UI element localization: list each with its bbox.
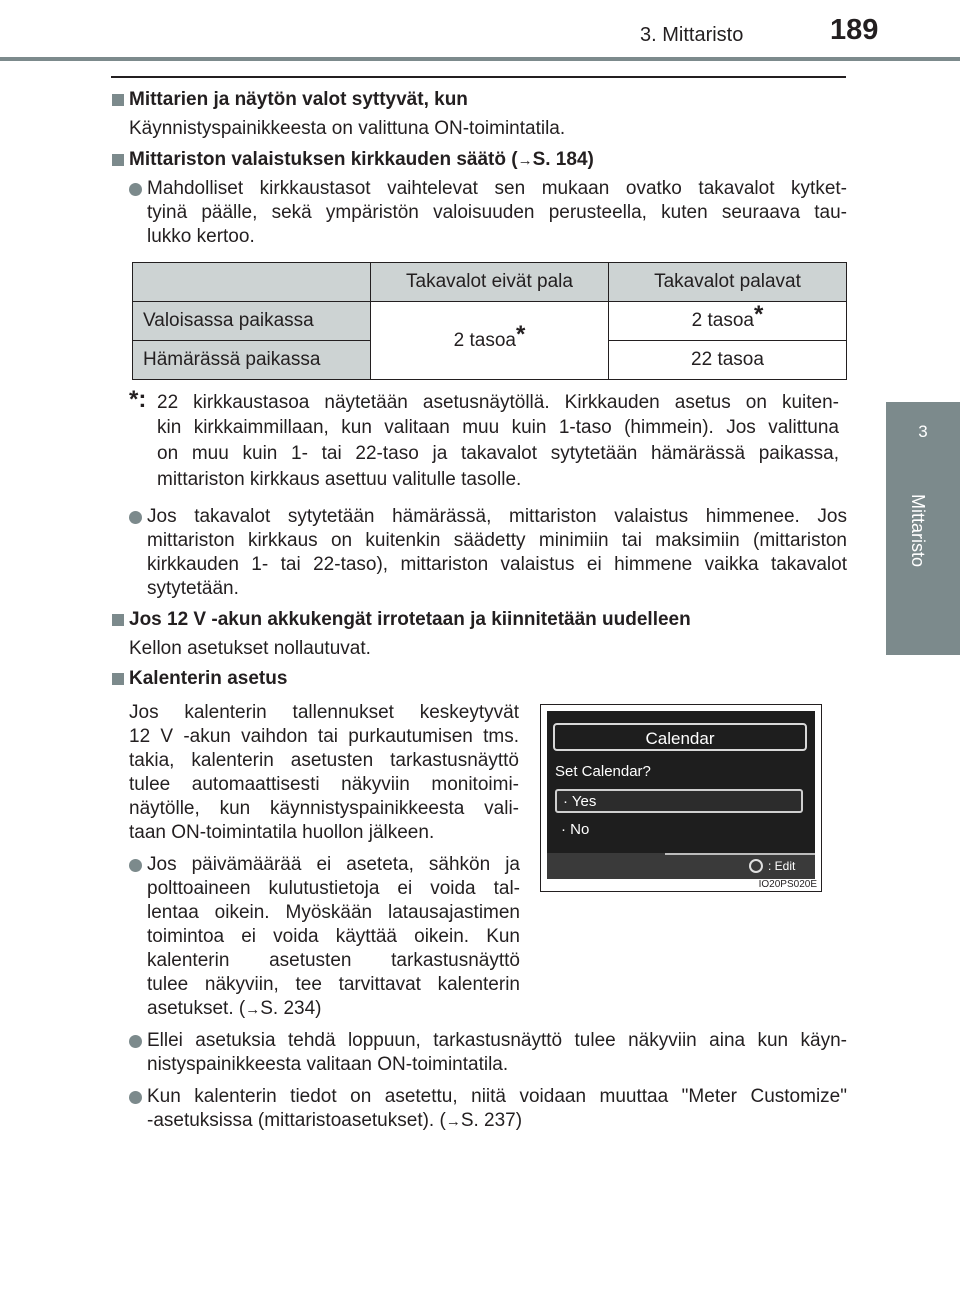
brightness-table	[132, 262, 847, 380]
calendar-para-line-3: takia, kalenterin asetusten tarkastusnäyttö	[129, 750, 519, 771]
square-bullet-icon	[112, 673, 124, 685]
calendar-para-line-1: Jos kalenterin tallennukset keskeytyvät	[129, 702, 519, 723]
calendar-para-line-2: 12 V -akun vaihdon tai purkautumisen tms.	[129, 726, 519, 747]
value-text: 2 tasoa	[453, 329, 516, 351]
calendar-bullet-line-2: polttoaineen kulutustietoja ei voida tal-	[147, 878, 520, 899]
chapter-side-tab	[886, 402, 960, 655]
calendar-bullet-line-1: Jos päivämäärää ei aseteta, sähkön ja	[147, 854, 520, 875]
asterisk-marker: *	[753, 301, 764, 328]
header-section-title: 3. Mittaristo	[640, 24, 744, 46]
screen-prompt: Set Calendar?	[555, 763, 651, 780]
calendar-para-line-5: näytölle, kun käynnistyspainikkeesta vali-	[129, 798, 519, 819]
line-text: -asetuksissa (mittaristoasetukset). (	[147, 1110, 446, 1131]
calendar-para-line-4: tulee automaattisesti näkyviin monitoimi-	[129, 774, 519, 795]
calendar-bullet-line-3: lentaa oikein. Myöskään latausajastimen	[147, 902, 520, 923]
section-body-lights: Käynnistyspainikkeesta on valittuna ON-toimintatila.	[129, 118, 566, 139]
heading-text: Mittariston valaistuksen kirkkauden säätö (	[129, 149, 518, 170]
cell-lights-off-value	[371, 302, 609, 380]
row-header-bright: Valoisassa paikassa	[133, 302, 371, 341]
header-band	[0, 57, 960, 61]
section-heading-lights: Mittarien ja näytön valot syttyvät, kun	[129, 89, 468, 110]
round-bullet-icon	[129, 183, 142, 196]
col-header-lights-off: Takavalot eivät pala	[371, 263, 609, 302]
dimming-bullet-line-1: Jos takavalot sytytetään hämärässä, mittariston valaistus himmenee. Jos	[147, 506, 847, 527]
header-rule	[111, 76, 846, 78]
footnote-marker: *:	[129, 386, 147, 413]
arrow-right-icon: →	[445, 1113, 461, 1130]
arrow-right-icon: →	[517, 152, 533, 169]
brightness-bullet-line-3: lukko kertoo.	[147, 226, 255, 247]
calendar-bullet-line-7	[147, 997, 321, 1022]
dimming-bullet-line-4: sytytetään.	[147, 578, 239, 599]
page-number: 189	[830, 14, 879, 46]
calendar-screen-illustration	[540, 704, 822, 892]
footnote-line-1: 22 kirkkaustasoa näytetään asetusnäytöllä. Kirkkauden asetus on kuiten-	[157, 392, 839, 413]
round-bullet-icon	[129, 1091, 142, 1104]
table-corner-cell	[133, 263, 371, 302]
cell-lights-on-dark: 22 tasoa	[609, 341, 847, 380]
round-bullet-icon	[129, 1035, 142, 1048]
option-yes: · Yes	[555, 789, 803, 813]
square-bullet-icon	[112, 614, 124, 626]
calendar-bullet3-line-1: Kun kalenterin tiedot on asetettu, niitä voidaan muuttaa "Meter Customize"	[147, 1086, 847, 1107]
chapter-number: 3	[918, 422, 928, 441]
section-heading-brightness	[129, 148, 594, 173]
image-code: IO20PS020E	[758, 879, 817, 890]
calendar-bullet2-line-2: nistyspainikkeesta valitaan ON-toimintatila.	[147, 1054, 509, 1075]
calendar-bullet2-line-1: Ellei asetuksia tehdä loppuun, tarkastusnäyttö tulee näkyviin aina kun käyn-	[147, 1030, 847, 1051]
round-bullet-icon	[129, 859, 142, 872]
chapter-label: Mittaristo	[908, 494, 928, 568]
value-text: 2 tasoa	[691, 310, 754, 331]
square-bullet-icon	[112, 94, 124, 106]
screen-bottom-line	[665, 853, 815, 855]
footnote-line-4: mittariston kirkkaus asettuu valitulle tasolle.	[157, 469, 522, 490]
page-reference-237: S. 237)	[460, 1110, 523, 1131]
section-heading-calendar: Kalenterin asetus	[129, 668, 288, 689]
square-bullet-icon	[112, 154, 124, 166]
brightness-bullet-line-1: Mahdolliset kirkkaustasot vaihtelevat sen mukaan ovatko takavalot kytket-	[147, 178, 847, 199]
page-reference-234: S. 234)	[260, 998, 322, 1019]
footnote-line-2: kin kirkkaimmillaan, kun valitaan muu kuin 1-taso (himmein). Jos valittuna	[157, 417, 839, 438]
calendar-bullet3-line-2	[147, 1109, 522, 1134]
multi-info-display	[547, 711, 815, 879]
dimming-bullet-line-3: kirkkauden 1- tai 22-taso), mittariston valaistus ei himmene vaikka takavalot	[147, 554, 847, 575]
screen-title: Calendar	[553, 723, 807, 751]
row-header-dark: Hämärässä paikassa	[133, 341, 371, 380]
section-body-battery: Kellon asetukset nollautuvat.	[129, 638, 371, 659]
cell-lights-on-bright	[609, 302, 847, 341]
section-heading-battery: Jos 12 V -akun akkukengät irrotetaan ja kiinnitetään uudelleen	[129, 609, 691, 630]
edit-label: : Edit	[768, 859, 796, 873]
line-text: asetukset. (	[147, 998, 246, 1019]
control-knob-icon	[749, 859, 763, 873]
calendar-para-line-6: taan ON-toimintatila huollon jälkeen.	[129, 822, 435, 843]
arrow-right-icon: →	[245, 1001, 261, 1018]
round-bullet-icon	[129, 511, 142, 524]
dimming-bullet-line-2: mittariston kirkkaus on kuitenkin säädetty minimiin tai maksimiin (mittariston	[147, 530, 847, 551]
calendar-bullet-line-5: kalenterin asetusten tarkastusnäyttö	[147, 950, 520, 971]
asterisk-marker: *	[515, 320, 526, 348]
footnote-line-3: on muu kuin 1- tai 22-taso ja takavalot sytytetään hämärässä paikassa,	[157, 443, 839, 464]
brightness-bullet-line-2: tyinä päälle, sekä ympäristön valoisuuden perusteella, kuten seuraava tau-	[147, 202, 847, 223]
calendar-bullet-line-4: toimintoa ei voida käyttää oikein. Kun	[147, 926, 520, 947]
page-reference-184: S. 184)	[532, 149, 594, 170]
col-header-lights-on: Takavalot palavat	[609, 263, 847, 302]
option-no: · No	[561, 821, 590, 838]
calendar-bullet-line-6: tulee näkyviin, tee tarvittavat kalenterin	[147, 974, 520, 995]
